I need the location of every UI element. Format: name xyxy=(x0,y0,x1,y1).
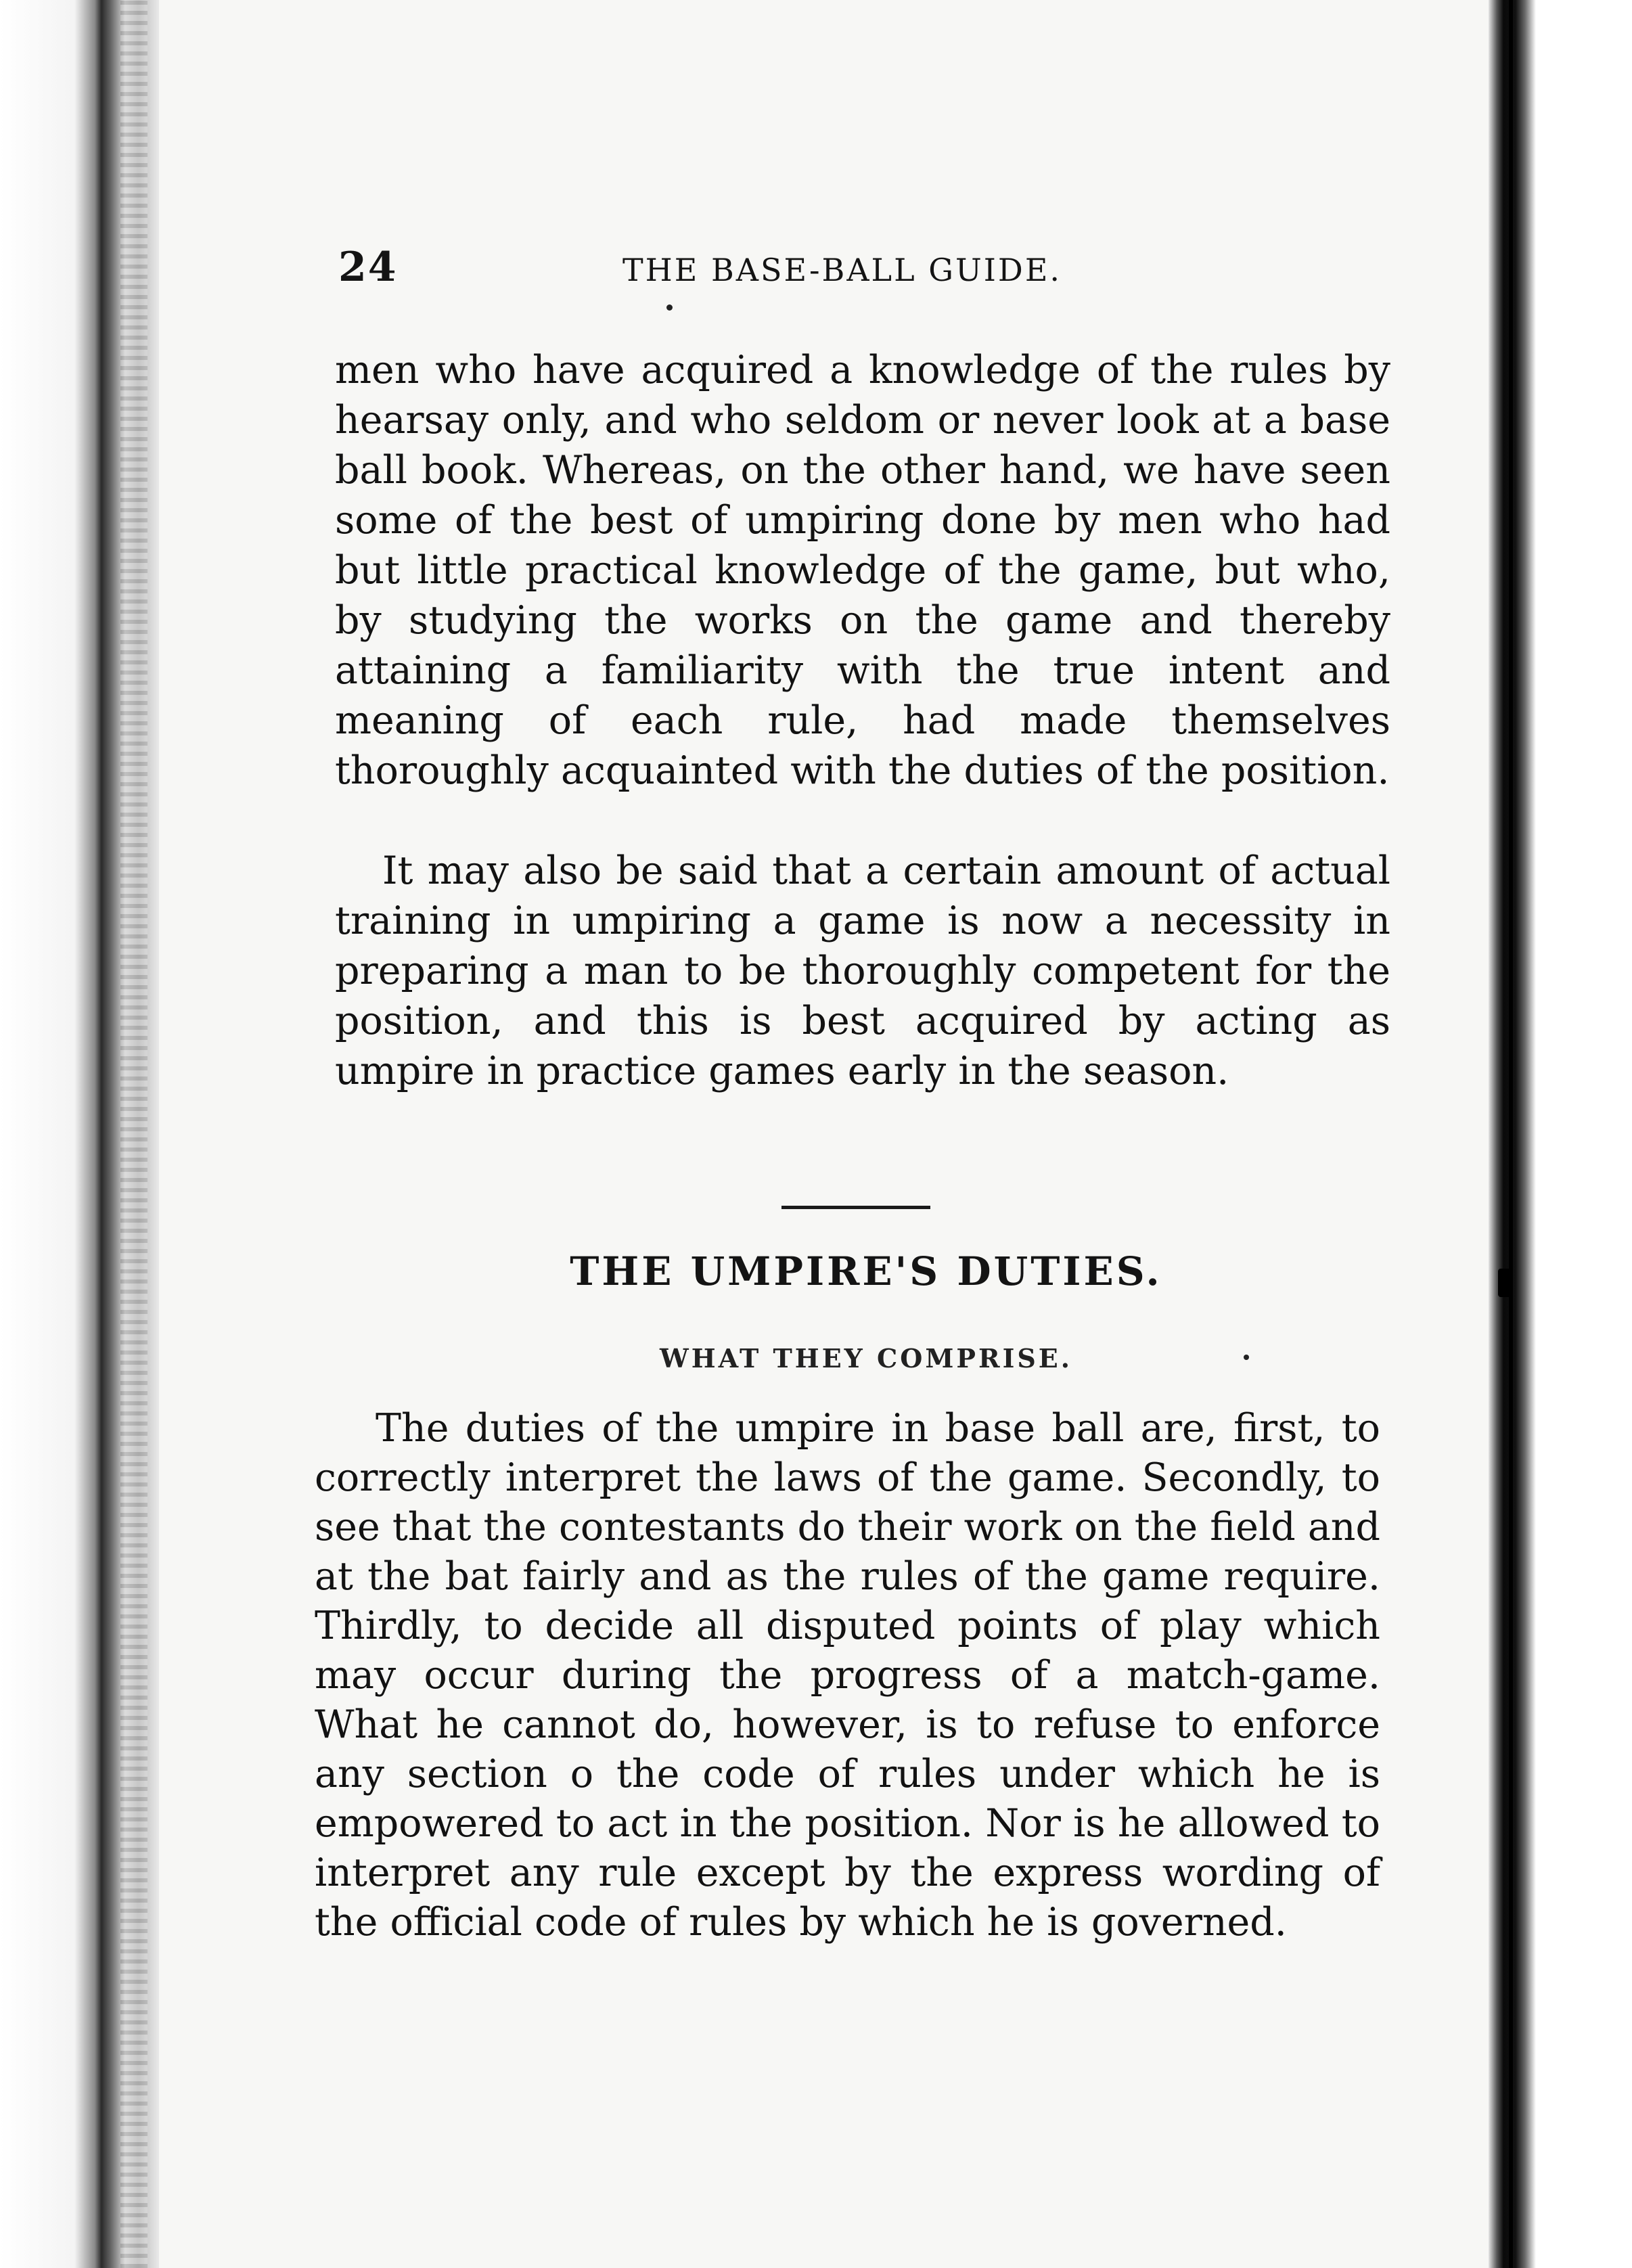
page-number: 24 xyxy=(338,244,398,291)
section-subtitle: WHAT THEY COMPRISE. xyxy=(660,1343,1072,1374)
section-divider xyxy=(781,1206,930,1209)
page-header xyxy=(338,244,1414,298)
section-paragraph: The duties of the umpire in base ball are, first, to correctly interpret the laws of the game. Secondly, to see that the contestants do their work on the field and at the bat fairly and as the rules of the game require. Thirdly, to decide all disputed points of play which may occur during the progress of a match-game. What he cannot do, however, is to refuse to enforce any section o the code of rules under which he is empowered to act in the position. Nor is he allowed to interpret any rule except by the express wording of the official code of rules by which he is governed. xyxy=(315,1406,1380,1945)
paragraph-1: men who have acquired a knowledge of the rules by hearsay only, and who seldom or never look at a base ball book. Whereas, on the other hand, we have seen some of the best of umpiring done by men who had but little practical knowledge of the game, but who, by studying the works on the game and thereby attaining a familiarity with the true intent and meaning of each rule, had made themselves thoroughly acquainted with the duties of the position. xyxy=(335,348,1390,793)
edge-mark xyxy=(1498,1269,1513,1297)
paragraph-2: It may also be said that a certain amount of actual training in umpiring a game is now a necessity in preparing a man to be thoroughly competent for the position, and this is best acquired by acting as umpire in practice games early in the season. xyxy=(335,848,1390,1093)
section-title: THE UMPIRE'S DUTIES. xyxy=(570,1248,1162,1294)
print-speck xyxy=(666,304,673,311)
page-edge-line xyxy=(1509,0,1513,2268)
running-head: THE BASE-BALL GUIDE. xyxy=(622,252,1062,288)
print-speck xyxy=(1244,1355,1249,1360)
book-spine-edge xyxy=(0,0,159,2268)
facing-page-edge xyxy=(1489,0,1632,2268)
